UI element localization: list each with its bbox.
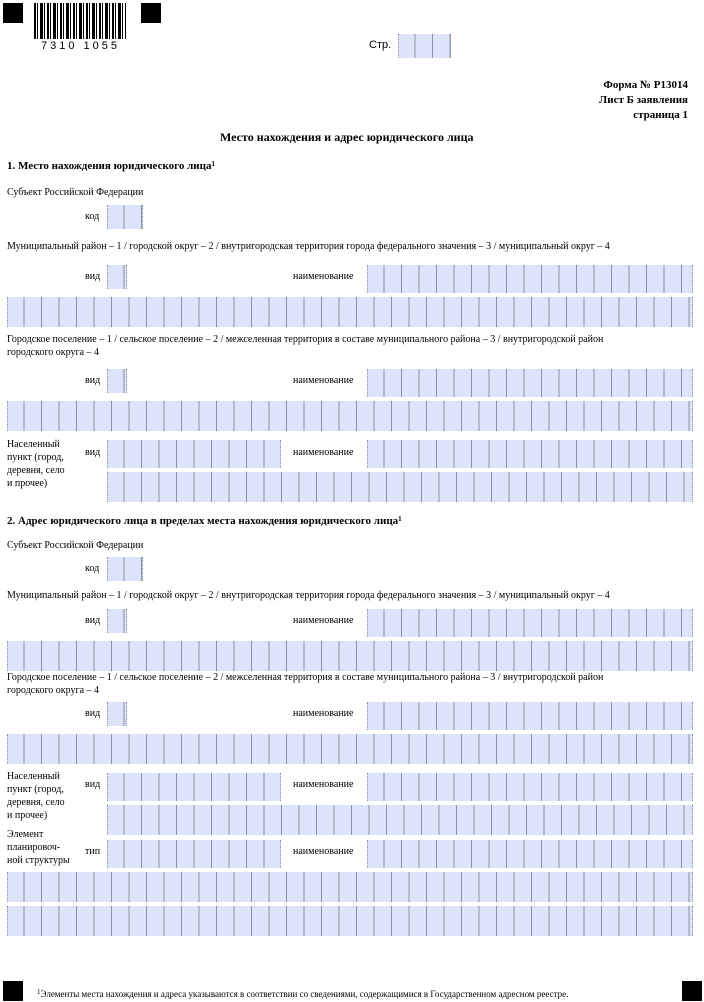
s2-settlement-label-3: деревня, село: [7, 797, 65, 808]
s1-municipal-name-input-1[interactable]: [367, 265, 693, 293]
s2-municipal-label: Муниципальный район – 1 / городской округ – 2 / внутригородская территория города федерального значения – 3 / муниципальный округ – 4: [7, 590, 610, 601]
s1-code-label: код: [85, 211, 100, 222]
s1-settlement-name-label: наименование: [293, 447, 354, 458]
s2-settlement-label-4: и прочее): [7, 810, 48, 821]
s2-settlement-label-2: пункт (город,: [7, 784, 64, 795]
form-number: Форма № Р13014: [603, 79, 688, 91]
s2-urban-name-label: наименование: [293, 708, 354, 719]
s2-element-type-label: тип: [85, 846, 101, 857]
s2-municipal-name-input-2[interactable]: [7, 641, 693, 671]
s1-region-code-input[interactable]: [107, 205, 143, 229]
s2-urban-label-2: городского округа – 4: [7, 685, 100, 696]
s2-urban-kind-label: вид: [85, 708, 101, 719]
s2-settlement-name-input-2[interactable]: [107, 805, 693, 835]
corner-marker-top-left: [3, 3, 23, 23]
s2-settlement-kind-input[interactable]: [107, 773, 281, 801]
s1-urban-name-label: наименование: [293, 375, 354, 386]
s2-settlement-kind-label: вид: [85, 779, 101, 790]
s2-element-label-2: планировоч-: [7, 842, 61, 853]
s2-element-label-1: Элемент: [7, 829, 44, 840]
s2-element-label-3: ной структуры: [7, 855, 70, 866]
corner-marker-top-right: [141, 3, 161, 23]
s1-settlement-name-input-1[interactable]: [367, 440, 693, 468]
s2-municipal-name-label: наименование: [293, 615, 354, 626]
s2-element-name-input-3[interactable]: [7, 906, 693, 936]
s1-urban-name-input-1[interactable]: [367, 369, 693, 397]
s1-municipal-kind-input[interactable]: [107, 265, 127, 289]
footnote: $^1$Элементы места нахождения и адреса указываются в соответствии со сведениями, содержащимися в Государственном адресном реестре.: [37, 988, 569, 999]
s1-settlement-label-4: и прочее): [7, 478, 48, 489]
s2-settlement-label-1: Населенный: [7, 771, 60, 782]
s1-settlement-kind-input[interactable]: [107, 440, 281, 468]
s1-municipal-kind-label: вид: [85, 271, 101, 282]
s2-subject-label: Субъект Российской Федерации: [7, 540, 144, 551]
s1-municipal-name-input-2[interactable]: [7, 297, 693, 327]
s1-urban-label-1: Городское поселение – 1 / сельское поселение – 2 / межселенная территория в составе муниципального района – 3 / внутригородской район: [7, 334, 604, 345]
page-label: Стр.: [369, 39, 392, 51]
s2-element-name-label: наименование: [293, 846, 354, 857]
s2-settlement-name-input-1[interactable]: [367, 773, 693, 801]
s1-settlement-kind-label: вид: [85, 447, 101, 458]
s2-region-code-input[interactable]: [107, 557, 143, 581]
page-number-cells[interactable]: [398, 34, 451, 58]
s2-urban-name-input-1[interactable]: [367, 702, 693, 730]
s1-settlement-label-1: Населенный: [7, 439, 60, 450]
section1-heading: 1. Место нахождения юридического лица$^1$: [7, 160, 215, 172]
s1-urban-kind-input[interactable]: [107, 369, 127, 393]
s2-code-label: код: [85, 563, 100, 574]
page-subtitle: страница 1: [633, 109, 688, 121]
sheet-label: Лист Б заявления: [599, 94, 688, 106]
s2-urban-name-input-2[interactable]: [7, 734, 693, 764]
s2-municipal-name-input-1[interactable]: [367, 609, 693, 637]
s1-urban-label-2: городского округа – 4: [7, 347, 100, 358]
corner-marker-bottom-right: [682, 981, 702, 1001]
s2-element-name-input-2[interactable]: [7, 872, 693, 902]
corner-marker-bottom-left: [3, 981, 23, 1001]
s2-municipal-kind-label: вид: [85, 615, 101, 626]
s2-municipal-kind-input[interactable]: [107, 609, 127, 633]
page-title: Место нахождения и адрес юридического лица: [220, 130, 474, 144]
s2-urban-kind-input[interactable]: [107, 702, 127, 726]
barcode-number: 7310 1055: [41, 40, 120, 52]
s1-municipal-name-label: наименование: [293, 271, 354, 282]
s1-urban-kind-label: вид: [85, 375, 101, 386]
s1-settlement-label-2: пункт (город,: [7, 452, 64, 463]
barcode: [34, 3, 126, 39]
s1-municipal-label: Муниципальный район – 1 / городской округ – 2 / внутригородская территория города федерального значения – 3 / муниципальный округ – 4: [7, 241, 610, 252]
s2-urban-label-1: Городское поселение – 1 / сельское поселение – 2 / межселенная территория в составе муниципального района – 3 / внутригородской район: [7, 672, 604, 683]
s1-settlement-name-input-2[interactable]: [107, 472, 693, 502]
s2-element-name-input-1[interactable]: [367, 840, 693, 868]
s1-urban-name-input-2[interactable]: [7, 401, 693, 431]
s2-settlement-name-label: наименование: [293, 779, 354, 790]
s1-settlement-label-3: деревня, село: [7, 465, 65, 476]
s2-element-type-input[interactable]: [107, 840, 281, 868]
section2-heading: 2. Адрес юридического лица в пределах места нахождения юридического лица$^1$: [7, 515, 402, 527]
s1-subject-label: Субъект Российской Федерации: [7, 187, 144, 198]
